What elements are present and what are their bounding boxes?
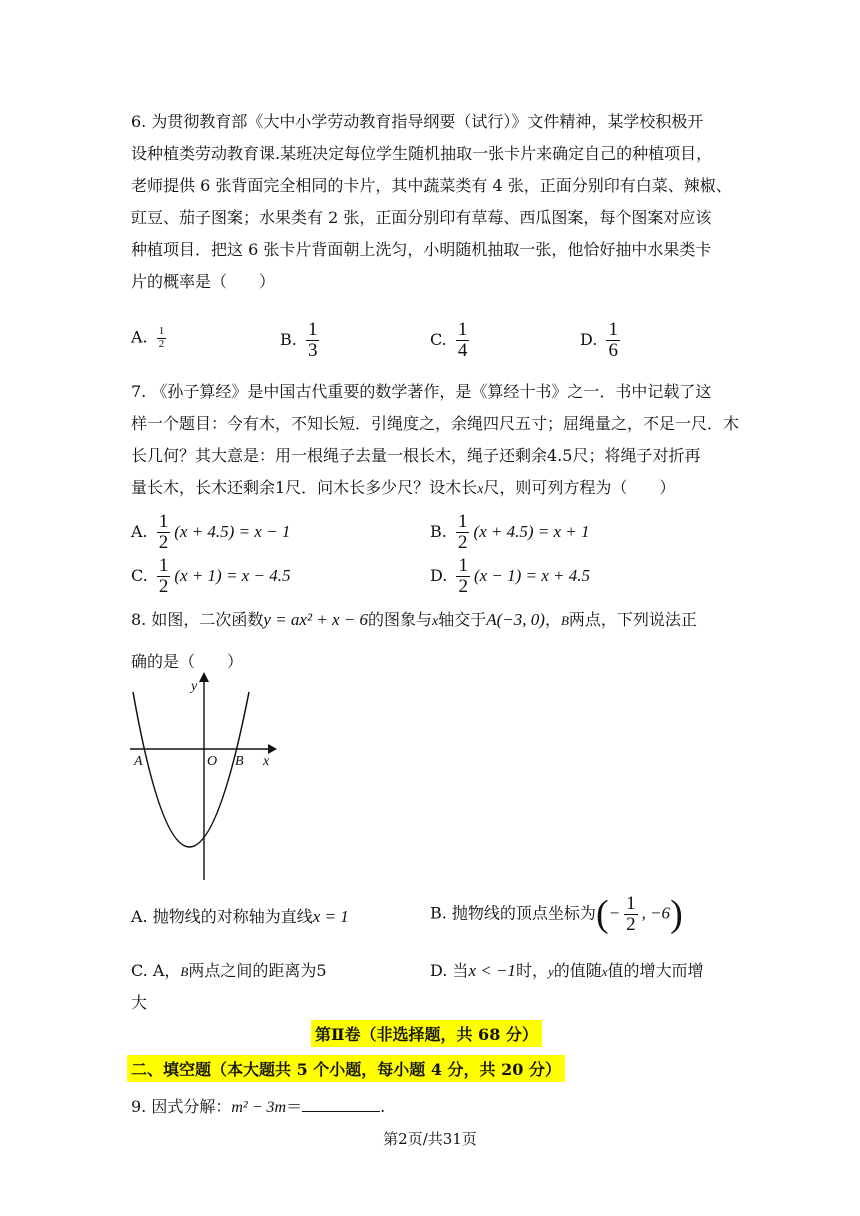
left-paren: ( <box>595 893 609 935</box>
numerator: 1 <box>457 511 468 532</box>
q7-line <box>131 472 731 506</box>
equals-sign: ＝ <box>286 1097 303 1116</box>
fraction <box>456 556 470 597</box>
numerator: 1 <box>307 319 318 340</box>
denominator: 2 <box>158 531 169 553</box>
origin-label: O <box>207 754 218 769</box>
answer-blank[interactable] <box>302 1097 380 1112</box>
part-2-title: 二、填空题（本大题共 5 个小题，每小题 4 分，共 20 分） <box>127 1055 565 1082</box>
text: 的图象与 <box>368 610 433 629</box>
function-expression: y = ax² + x − 6 <box>263 610 369 629</box>
numerator: 1 <box>158 511 169 532</box>
denominator: 3 <box>307 339 318 361</box>
variable: x <box>601 964 608 979</box>
fraction <box>306 320 320 361</box>
option-label: D. <box>430 565 448 585</box>
q8-option-d[interactable] <box>430 958 704 981</box>
q7-option-c[interactable] <box>131 556 290 597</box>
question-9 <box>131 1094 385 1117</box>
q6-line: 豇豆、茄子图案；水果类有 2 张，正面分别印有草莓、西瓜图案，每个图案对应该 <box>131 208 712 227</box>
q6-option-a[interactable] <box>131 326 170 350</box>
q7-line: 长几何？其大意是：用一根绳子去量一根长木，绳子还剩余4.5尺；将绳子对折再 <box>131 446 701 465</box>
q6-line: 设种植类劳动教育课.某班决定每位学生随机抽取一张卡片来确定自己的种植项目， <box>131 144 713 163</box>
right-paren: ) <box>670 893 683 935</box>
q6-line: 种植项目．把这 6 张卡片背面朝上洗匀，小明随机抽取一张，他恰好抽中水果类卡 <box>131 240 712 259</box>
variable: x <box>432 614 439 629</box>
question-6 <box>131 106 731 298</box>
minus-sign: − <box>608 903 621 923</box>
option-label: A. <box>131 327 148 347</box>
x-axis-arrow <box>268 744 277 754</box>
option-text: B. 抛物线的顶点坐标为 <box>430 903 596 923</box>
question-7 <box>131 376 740 506</box>
numerator: 1 <box>457 319 468 340</box>
section-2-title: 第Ⅱ卷（非选择题，共 68 分） <box>311 1020 542 1047</box>
q6-option-d[interactable] <box>580 320 624 361</box>
equation: (x + 4.5) = x − 1 <box>174 521 291 541</box>
coordinate-tail: , −6 <box>641 903 671 923</box>
option-label: A. <box>131 521 148 541</box>
equation: (x + 1) = x − 4.5 <box>174 565 291 585</box>
fraction <box>606 320 620 361</box>
equation: (x + 4.5) = x + 1 <box>473 521 590 541</box>
y-axis-arrow <box>199 672 209 682</box>
option-math: x = 1 <box>312 907 349 926</box>
q8-line <box>131 604 731 638</box>
question-8 <box>131 604 731 678</box>
q7-option-b[interactable] <box>430 512 590 553</box>
option-text: 的值随 <box>553 961 602 980</box>
numerator: 1 <box>158 555 169 576</box>
parabola-curve <box>133 692 249 847</box>
q6-option-c[interactable] <box>430 320 473 361</box>
parabola-graph <box>125 672 285 886</box>
x-axis-label: x <box>263 754 270 769</box>
fraction <box>456 320 470 361</box>
denominator: 2 <box>158 575 169 597</box>
option-label: C. <box>131 565 148 585</box>
page-footer: 第2页/共31页 <box>383 1130 477 1148</box>
q8-option-b[interactable] <box>430 892 683 936</box>
text: 两点，下列说法正 <box>568 610 697 629</box>
point-a-label: A <box>134 754 143 769</box>
q7-line: 7. 《孙子算经》是中国古代重要的数学著作，是《算经十书》之一．书中记载了这 <box>131 382 712 401</box>
q7-option-a[interactable] <box>131 512 290 553</box>
q8-option-c[interactable] <box>131 958 327 981</box>
option-text: 值的增大而增 <box>607 961 704 980</box>
q8-option-a[interactable] <box>131 904 349 927</box>
q6-line: 6. 为贯彻教育部《大中小学劳动教育指导纲要（试行）》文件精神，某学校积极开 <box>131 112 704 131</box>
y-axis-label: y <box>191 679 198 694</box>
fraction <box>624 894 638 935</box>
numerator: 1 <box>158 325 165 337</box>
denominator: 4 <box>457 339 468 361</box>
text: . <box>380 1097 386 1116</box>
text: 8. 如图，二次函数 <box>131 610 264 629</box>
q6-line: 老师提供 6 张背面完全相同的卡片，其中蔬菜类有 4 张，正面分别印有白菜、辣椒、 <box>131 176 732 195</box>
fraction <box>157 512 171 553</box>
variable: x <box>477 482 484 497</box>
option-text: 两点之间的距离为5 <box>188 961 327 980</box>
option-label: C. <box>430 329 447 349</box>
denominator: 6 <box>608 339 618 361</box>
denominator: 2 <box>158 337 165 350</box>
numerator: 1 <box>608 319 618 340</box>
q7-option-d[interactable] <box>430 556 590 597</box>
math-expression: m² − 3m <box>231 1099 287 1116</box>
option-text: D. 当 <box>430 961 469 980</box>
variable: y <box>547 964 554 979</box>
q6-option-b[interactable] <box>280 320 323 361</box>
text: ， <box>544 610 561 629</box>
text: 量长木，长木还剩余1尺．问木长多少尺？设木长 <box>131 478 478 497</box>
q8-option-d-wrap: 大 <box>131 993 148 1012</box>
point-a: A(−3, 0) <box>486 610 545 629</box>
q7-line: 样一个题目：今有木，不知长短．引绳度之，余绳四尺五寸；屈绳量之，不足一尺．木 <box>131 414 740 433</box>
numerator: 1 <box>626 892 636 914</box>
text: 9. 因式分解： <box>131 1097 232 1116</box>
q6-line: 片的概率是（ ） <box>131 272 276 291</box>
q8-line: 确的是（ ） <box>131 652 244 671</box>
fraction <box>157 326 167 350</box>
option-math: x < −1 <box>468 961 516 980</box>
denominator: 2 <box>458 575 468 597</box>
fraction <box>157 556 171 597</box>
text: 轴交于 <box>438 610 487 629</box>
fraction <box>456 512 470 553</box>
option-label: D. <box>580 329 598 349</box>
option-label: B. <box>430 521 447 541</box>
numerator: 1 <box>458 555 468 576</box>
option-text: 时， <box>515 961 548 980</box>
option-label: B. <box>280 329 297 349</box>
point-b-label: B <box>235 754 244 769</box>
option-text: C. A， <box>131 961 181 980</box>
equation: (x − 1) = x + 4.5 <box>473 565 591 585</box>
text: 尺，则可列方程为（ ） <box>483 478 676 497</box>
option-text: A. 抛物线的对称轴为直线 <box>131 907 313 926</box>
variable: B <box>560 613 569 628</box>
denominator: 2 <box>626 913 636 935</box>
variable: B <box>180 964 189 979</box>
denominator: 2 <box>457 531 468 553</box>
